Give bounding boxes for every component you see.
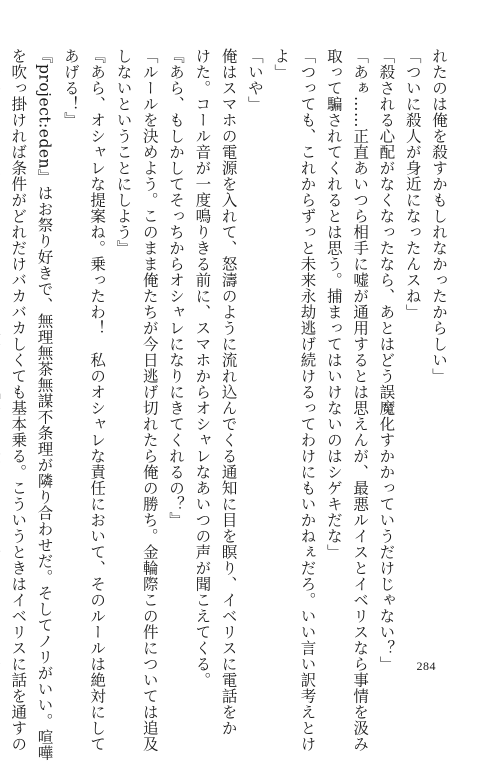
page-number: 284	[416, 659, 436, 673]
text-line: 「ついに殺人が身近になったんスね」	[403, 48, 422, 320]
text-line	[0, 48, 5, 638]
text-line: 「殺される心配がなくなったなら、あとはどう誤魔化すかかっていうだけじゃない？」	[377, 48, 396, 672]
text-line: あげる！』	[61, 48, 80, 128]
text-line: しないということにしよう』	[114, 48, 133, 256]
text-line: 俺はスマホの電源を入れて、怒濤のように流れ込んでくる通知に目を瞑り、イベリスに電話をか	[219, 48, 238, 736]
text-line: れたのは俺を殺すかもしれなかったからしい」	[430, 48, 448, 384]
text-line: を吹っ掛ければ条件がどれだけバカバカしくても基本乗る。こういうときはイベリスに話を通すの	[9, 48, 28, 752]
text-line: 「いや」	[245, 48, 264, 112]
text-line: 「あぁ……正直あいつら相手に嘘が通用するとは思えんが、最悪ルイスとイベリスなら事情を汲み	[351, 48, 370, 752]
text-line: けた。コール音が一度鳴りきる前に、スマホからオシャレなあいつの声が聞こえてくる。	[193, 48, 212, 688]
text-line: 「つっても、これからずっと未来永劫逃げ続けるってわけにもいかねぇだろ。いい言い訳考えとけ	[298, 48, 317, 752]
text-line: 『あら、もしかしてそっちからオシャレになりにきてくれるの？』	[167, 48, 186, 528]
text-line: 「ルールを決めよう。このまま俺たちが今日逃げ切れたら俺の勝ち。金輪際この件については追及	[140, 48, 159, 752]
text-line: 取って騙されてくれるとは思う。捕まってはいけないのはシゲキだな」	[324, 48, 343, 560]
text-line: 『あら、オシャレな提案ね。乗ったわ！ 私のオシャレな責任において、そのルールは絶対にして	[88, 48, 107, 752]
text-line: よ」	[272, 48, 291, 80]
text-line: 『project:eden』はお祭り好きで、無理無茶無謀不条理が隣り合わせだ。そしてノリがいい。喧嘩	[35, 48, 54, 761]
